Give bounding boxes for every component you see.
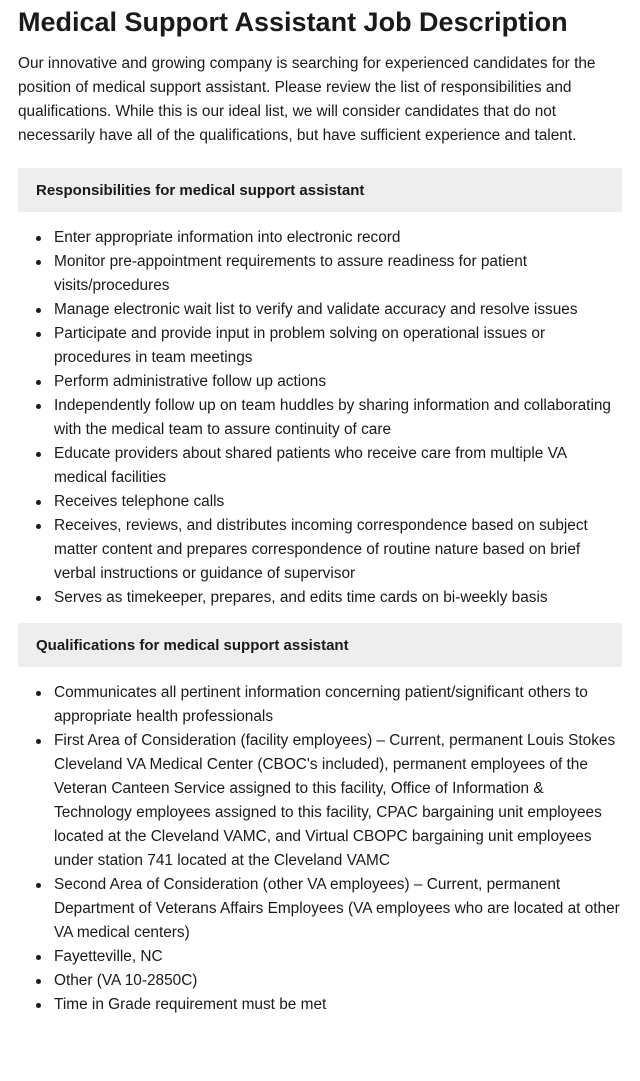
list-item: [18, 873, 622, 945]
bullet-icon: [36, 452, 41, 457]
bullet-icon: [36, 524, 41, 529]
responsibilities-header: Responsibilities for medical support assistant: [18, 168, 622, 212]
bullet-icon: [36, 955, 41, 960]
bullet-icon: [36, 332, 41, 337]
bullet-icon: [36, 308, 41, 313]
list-item-text: Receives telephone calls: [54, 493, 225, 510]
list-item: [18, 490, 622, 514]
responsibilities-list: [18, 226, 622, 610]
list-item: [18, 370, 622, 394]
bullet-icon: [36, 236, 41, 241]
list-item: [18, 298, 622, 322]
list-item-text: Educate providers about shared patients who receive care from multiple VA medical facilities: [54, 445, 567, 486]
bullet-icon: [36, 1003, 41, 1008]
bullet-icon: [36, 691, 41, 696]
list-item-text: Serves as timekeeper, prepares, and edits time cards on bi-weekly basis: [54, 589, 548, 606]
list-item: [18, 681, 622, 729]
list-item: [18, 442, 622, 490]
bullet-icon: [36, 500, 41, 505]
list-item-text: Manage electronic wait list to verify and validate accuracy and resolve issues: [54, 301, 578, 318]
list-item-text: Monitor pre-appointment requirements to assure readiness for patient visits/procedures: [54, 253, 528, 294]
list-item-text: First Area of Consideration (facility employees) – Current, permanent Louis Stokes Cleveland VA Medical Center (CBOC's included), permanent employees of the Veteran Canteen Service assigned to this facility, Office of Information & Technology employees assigned to this facility, CPAC bargaining unit employees located at the Cleveland VAMC, and Virtual CBOPC bargaining unit employees under station 741 located at the Cleveland VAMC: [54, 732, 616, 869]
list-item: [18, 250, 622, 298]
list-item: [18, 586, 622, 610]
intro-paragraph: Our innovative and growing company is searching for experienced candidates for the position of medical support assistant. Please review the list of responsibilities and qualifications. While this is our ideal list, we will consider candidates that do not necessarily have all of the qualifications, but have sufficient experience and talent.: [18, 55, 596, 144]
bullet-icon: [36, 404, 41, 409]
list-item-text: Second Area of Consideration (other VA employees) – Current, permanent Department of Veterans Affairs Employees (VA employees who are located at other VA medical centers): [54, 876, 620, 941]
bullet-icon: [36, 596, 41, 601]
list-item: [18, 945, 622, 969]
list-item-text: Independently follow up on team huddles by sharing information and collaborating with the medical team to assure continuity of care: [54, 397, 611, 438]
bullet-icon: [36, 380, 41, 385]
list-item: [18, 514, 622, 586]
list-item-text: Enter appropriate information into electronic record: [54, 229, 401, 246]
page-title: Medical Support Assistant Job Description: [18, 7, 568, 37]
list-item-text: Receives, reviews, and distributes incoming correspondence based on subject matter content and prepares correspondence of routine nature based on brief verbal instructions or guidance of supervisor: [54, 517, 588, 582]
list-item: [18, 993, 622, 1017]
bullet-icon: [36, 979, 41, 984]
list-item-text: Perform administrative follow up actions: [54, 373, 327, 390]
qualifications-header: Qualifications for medical support assistant: [18, 623, 622, 667]
list-item-text: Participate and provide input in problem solving on operational issues or procedures in team meetings: [54, 325, 546, 366]
qualifications-list: [18, 681, 622, 1017]
bullet-icon: [36, 260, 41, 265]
list-item: [18, 394, 622, 442]
bullet-icon: [36, 739, 41, 744]
list-item-text: Communicates all pertinent information concerning patient/significant others to appropriate health professionals: [54, 684, 588, 725]
list-item: [18, 969, 622, 993]
list-item: [18, 729, 622, 873]
list-item: [18, 322, 622, 370]
bullet-icon: [36, 883, 41, 888]
list-item-text: Other (VA 10-2850C): [54, 972, 198, 989]
list-item-text: Time in Grade requirement must be met: [54, 996, 327, 1013]
list-item-text: Fayetteville, NC: [54, 948, 163, 965]
list-item: [18, 226, 622, 250]
